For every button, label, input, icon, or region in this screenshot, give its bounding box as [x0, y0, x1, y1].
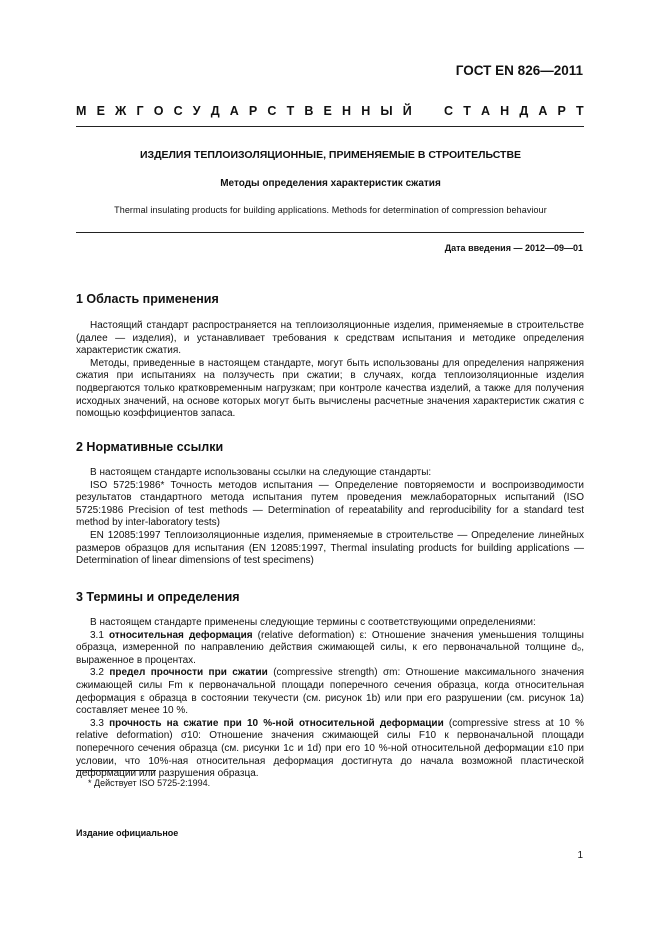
section-2-paragraph-1: В настоящем стандарте использованы ссылки на следующие стандарты: [90, 467, 432, 478]
term-3-3-definition: (compressive stress at 10 % relative deformation) σ10: Отношение значения сжимающей силы F10 к первоначальной площади поперечного сечения образца (см. рисунки 1с и 1d) при его 10 %-ной относительной деформации ε10 при условии, что 10%-ная относительная деформация достигнута до начала возможной пластической деформации или разрушения образца. [76, 717, 585, 780]
banner-letter: С [267, 104, 277, 118]
section-1-paragraph-2: Методы, приведенные в настоящем стандарте, могут быть использованы для определения напряжения сжатия при испытаниях на ползучесть при сжатии; в случаях, когда теплоизоляционные изделия подвергаются только кратковременным нагрузкам; при контроле качества изделий, а также для получения исходных значений, на основе которых могут быть вычислены расчетные значения характеристик сжатия с помощью коэффициентов запаса. [76, 357, 584, 420]
footnote: * Действует ISO 5725-2:1994. [88, 778, 211, 788]
banner-letter: А [538, 104, 548, 118]
introduction-date: Дата введения — 2012—09—01 [444, 243, 583, 253]
term-3-2-number: 3.2 [90, 667, 104, 679]
term-3-2 [76, 667, 584, 717]
section-2-heading: 2 Нормативные ссылки [76, 440, 224, 454]
term-3-1-definition: (relative deformation) ε: Отношение значения уменьшения толщины образца, измеренной по направлению действия сжимающей силы, к его первоначальной толщине d₀, выраженное в процентах. [76, 629, 584, 666]
title-en: Thermal insulating products for building applications. Methods for determination of compression behaviour [114, 205, 547, 215]
term-3-3-title: прочность на сжатие при 10 %-ной относительной деформации [109, 717, 444, 729]
section-3-heading: 3 Термины и определения [76, 590, 240, 604]
standard-code: ГОСТ EN 826—2011 [455, 63, 583, 78]
banner-letter: Ж [115, 104, 127, 118]
banner-letter: Е [96, 104, 105, 118]
banner-letter: Р [248, 104, 258, 118]
top-rule [76, 126, 584, 127]
term-3-2-definition: (compressive strength) σm: Отношение максимального значения сжимающей силы Fm к первоначальной площади поперечного сечения образца, когда относительная деформация ε образца в состоянии текучести (см. рисунок 1b) или при его разрушении (см. рисунок 1а) составляет менее 10 %. [76, 667, 584, 717]
title-ru-main: ИЗДЕЛИЯ ТЕПЛОИЗОЛЯЦИОННЫЕ, ПРИМЕНЯЕМЫЕ В СТРОИТЕЛЬСТВЕ [139, 149, 522, 161]
banner-letter: У [192, 104, 201, 118]
banner-letter: Р [557, 104, 566, 118]
title-rule [76, 232, 584, 233]
banner-letter: Т [576, 104, 584, 118]
banner-letter: А [480, 104, 490, 118]
banner-letter: Г [136, 104, 144, 118]
section-2-paragraph-2: ISO 5725:1986* Точность методов испытания — Определение повторяемости и воспроизводимости результатов стандартного метода испытания путем проведения межлабораторных испытаний (ISO 5725:1986 Precision of test methods — Determination of repeatability and reproducibility for a standard test method by inter-laboratory tests) [76, 479, 584, 529]
term-3-1-number: 3.1 [90, 629, 104, 641]
term-3-1-title: относительная деформация [109, 629, 253, 641]
section-1-paragraph-1: Настоящий стандарт распространяется на теплоизоляционные изделия, применяемые в строительстве (далее — изделия), и устанавливает требования к средствам испытания и методике определения характеристик сжатия. [76, 320, 584, 357]
section-3-intro: В настоящем стандарте применены следующие термины с соответствующими определениями: [90, 617, 536, 628]
edition-label: Издание официальное [76, 828, 179, 838]
banner-letter: Т [286, 104, 295, 118]
term-3-3-number: 3.3 [90, 717, 104, 729]
banner-letter: Н [342, 104, 352, 118]
banner-letter: Й [402, 104, 412, 118]
banner-letter: С [444, 104, 454, 118]
banner-letter: М [76, 104, 87, 118]
banner-letter: О [153, 104, 164, 118]
term-3-3 [76, 718, 584, 781]
banner-letter: В [304, 104, 314, 118]
section-1-body [76, 320, 584, 421]
footnote-rule [76, 770, 156, 771]
section-3-body [76, 617, 584, 781]
section-2-paragraph-3: EN 12085:1997 Теплоизоляционные изделия, применяемые в строительстве — Определение линейных размеров образцов для испытания (EN 12085:1997, Thermal insulating products for building applications — Determination of linear dimensions of test specimens) [76, 529, 584, 567]
section-2-body [76, 467, 584, 568]
term-3-2-title: предел прочности при сжатии [109, 667, 268, 679]
banner-letter: Т [463, 104, 471, 118]
banner-letter: С [173, 104, 183, 118]
banner-letter: Е [323, 104, 332, 118]
page-number: 1 [577, 850, 583, 861]
banner-letter: Ы [380, 104, 393, 118]
banner-letter: Н [500, 104, 510, 118]
banner-letter: Н [361, 104, 371, 118]
banner-letter: Д [519, 104, 529, 118]
title-ru-sub: Методы определения характеристик сжатия [220, 178, 441, 189]
term-3-1 [76, 630, 584, 668]
banner-letter: А [229, 104, 239, 118]
banner-letter: Д [210, 104, 220, 118]
banner-gap [422, 104, 434, 118]
standard-type-banner [76, 104, 584, 118]
section-1-heading: 1 Область применения [76, 292, 219, 306]
